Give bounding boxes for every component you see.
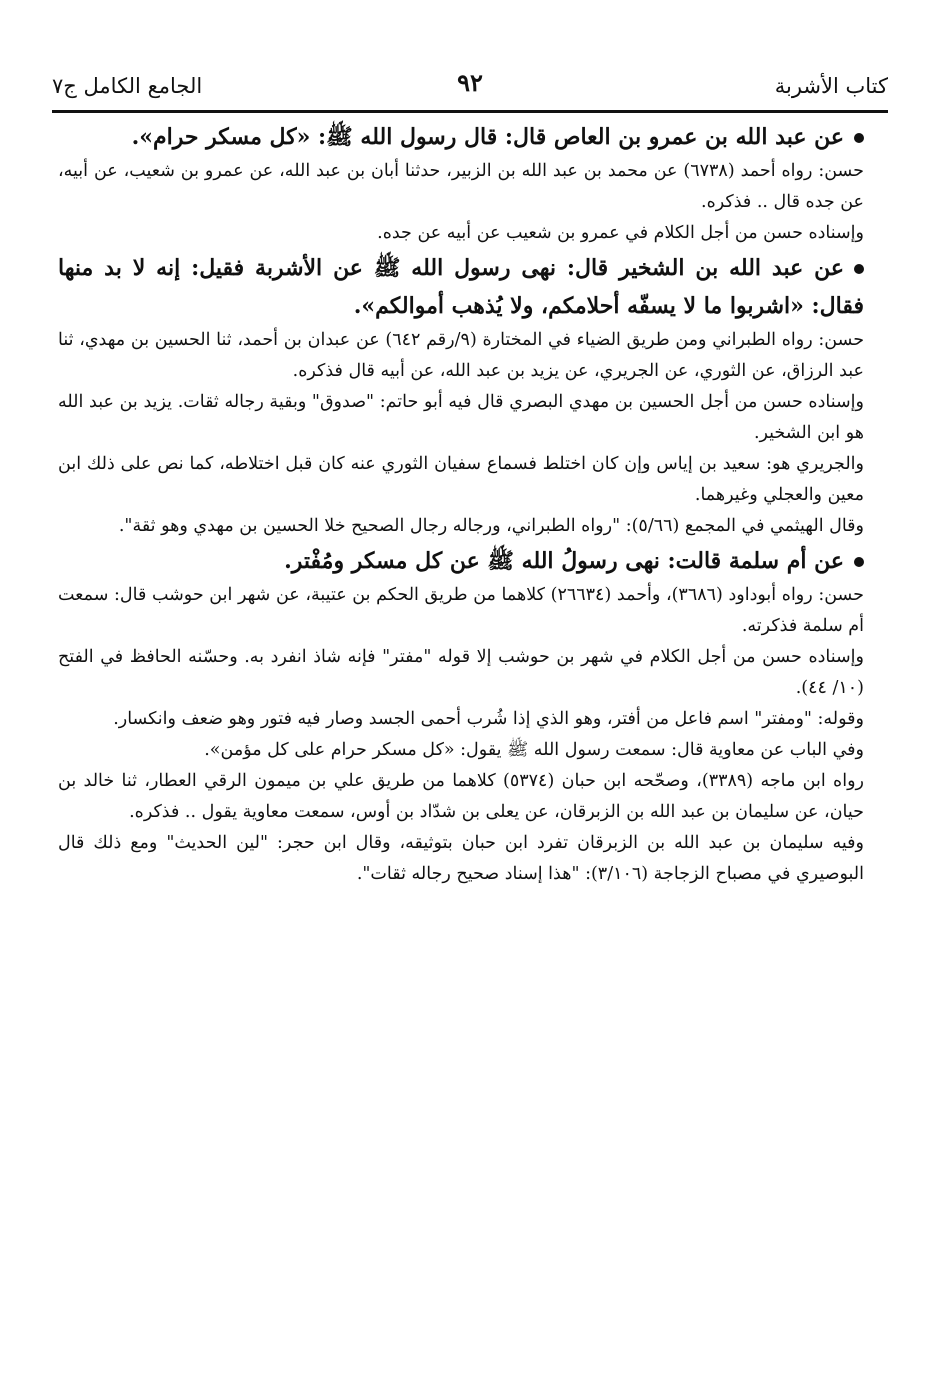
bullet-icon [854,133,864,143]
hadith-text: عن أم سلمة قالت: نهى رسولُ الله ﷺ عن كل مسكر ومُفْتر. [58,542,864,580]
bullet-icon [854,264,864,274]
takhrij-note: وإسناده حسن من أجل الكلام في عمرو بن شعيب عن أبيه عن جده. [377,223,864,243]
hadith-text: عن عبد الله بن عمرو بن العاص قال: قال رسول الله ﷺ: «كل مسكر حرام». [58,118,864,156]
takhrij-note: وإسناده حسن من أجل الكلام في شهر بن حوشب إلا قوله "مفتر" فإنه شاذ انفرد به. وحسّنه الحافظ في الفتح (١٠/ ٤٤). [58,647,864,698]
takhrij-note: وفيه سليمان بن عبد الله بن الزبرقان تفرد ابن حبان بتوثيقه، وقال ابن حجر: "لين الحديث" ومع ذلك قال البوصيري في مصباح الزجاجة (٣/١٠٦): "هذا إسناد صحيح رجاله ثقات". [58,833,864,884]
takhrij-note: رواه ابن ماجه (٣٣٨٩)، وصحّحه ابن حبان (٥٣٧٤) كلاهما من طريق علي بن ميمون الرقي العطار، ثنا خالد بن حيان، عن سليمان بن عبد الله بن الزبرقان، عن يعلى بن شدّاد بن أوس، سمعت معاوية يقول .. فذكره. [58,771,864,822]
bullet-icon [854,557,864,567]
takhrij-note: حسن: رواه الطبراني ومن طريق الضياء في المختارة (٩/رقم ٦٤٢) عن عبدان بن أحمد، ثنا الحسين بن مهدي، ثنا عبد الرزاق، عن الثوري، عن الجريري، عن يزيد بن عبد الله، عن أبيه قال فذكره. [58,330,865,381]
page-header [52,66,888,106]
page-number: ٩٢ [457,68,483,97]
takhrij-note: حسن: رواه أحمد (٦٧٣٨) عن محمد بن عبد الله بن الزبير، حدثنا أبان بن عبد الله، عن عمرو بن شعيب، عن أبيه، عن جده قال .. فذكره. [58,161,864,212]
page-body [58,118,864,890]
book-title: كتاب الأشربة [774,74,888,98]
takhrij-note: وفي الباب عن معاوية قال: سمعت رسول الله ﷺ يقول: «كل مسكر حرام على كل مؤمن». [204,740,864,760]
volume-title: الجامع الكامل ج٧ [52,74,203,98]
takhrij-note: وقوله: "ومفتر" اسم فاعل من أفتر، وهو الذي إذا شُرب أحمى الجسد وصار فيه فتور وهو ضعف وانكسار. [113,709,864,729]
takhrij-note: والجريري هو: سعيد بن إياس وإن كان اختلط فسماع سفيان الثوري عنه كان قبل اختلاطه، كما نص على ذلك ابن معين والعجلي وغيرهما. [58,454,864,505]
takhrij-note: وإسناده حسن من أجل الحسين بن مهدي البصري قال فيه أبو حاتم: "صدوق" وبقية رجاله ثقات. يزيد بن عبد الله هو ابن الشخير. [58,392,864,443]
takhrij-note: حسن: رواه أبوداود (٣٦٨٦)، وأحمد (٢٦٦٣٤) كلاهما من طريق الحكم بن عتيبة، عن شهر ابن حوشب قال: سمعت أم سلمة فذكرته. [58,585,864,636]
hadith-text: عن عبد الله بن الشخير قال: نهى رسول الله ﷺ عن الأشربة فقيل: إنه لا بد منها فقال: «اشربوا ما لا يسفّه أحلامكم، ولا يُذهب أموالكم». [58,255,864,319]
header-rule [52,110,888,113]
takhrij-note: وقال الهيثمي في المجمع (٥/٦٦): "رواه الطبراني، ورجاله رجال الصحيح خلا الحسين بن مهدي وهو ثقة". [118,516,864,536]
